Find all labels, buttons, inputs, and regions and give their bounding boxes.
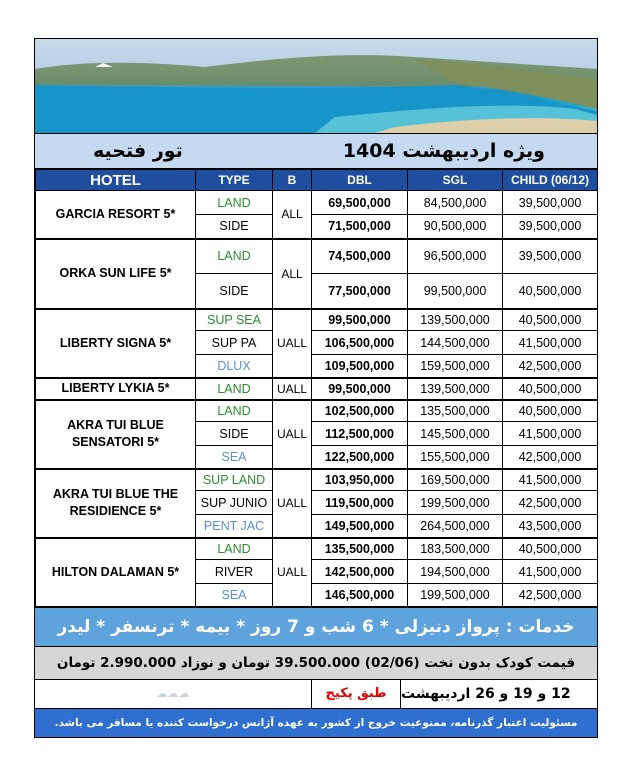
board-type: UALL bbox=[273, 469, 312, 538]
beach-banner-image bbox=[35, 39, 597, 134]
title-bar bbox=[35, 134, 597, 169]
child-price: 39,500,000 bbox=[503, 191, 598, 215]
hotel-name: AKRA TUI BLUE SENSATORI 5* bbox=[36, 400, 196, 469]
child-price: 42,500,000 bbox=[503, 355, 598, 378]
dbl-price: 106,500,000 bbox=[312, 331, 408, 355]
sgl-price: 84,500,000 bbox=[408, 191, 503, 215]
table-row bbox=[36, 239, 598, 274]
room-type: SIDE bbox=[196, 274, 273, 309]
board-type: ALL bbox=[273, 239, 312, 309]
room-type: RIVER bbox=[196, 560, 273, 584]
child-price: 40,500,000 bbox=[503, 274, 598, 309]
footer-row bbox=[35, 680, 597, 709]
room-type: SIDE bbox=[196, 422, 273, 446]
child-price: 42,500,000 bbox=[503, 491, 598, 515]
child-price: 41,500,000 bbox=[503, 469, 598, 491]
child-price: 42,500,000 bbox=[503, 446, 598, 469]
child-price: 39,500,000 bbox=[503, 239, 598, 274]
board-type: UALL bbox=[273, 400, 312, 469]
room-type: SIDE bbox=[196, 215, 273, 239]
sgl-price: 145,500,000 bbox=[408, 422, 503, 446]
dbl-price: 122,500,000 bbox=[312, 446, 408, 469]
hotel-name: LIBERTY LYKIA 5* bbox=[36, 378, 196, 400]
room-type: LAND bbox=[196, 378, 273, 400]
table-row bbox=[36, 469, 598, 491]
sgl-price: 139,500,000 bbox=[408, 378, 503, 400]
child-price: 39,500,000 bbox=[503, 215, 598, 239]
room-type: SEA bbox=[196, 584, 273, 607]
sgl-price: 199,500,000 bbox=[408, 491, 503, 515]
dbl-price: 103,950,000 bbox=[312, 469, 408, 491]
room-type: SEA bbox=[196, 446, 273, 469]
dbl-price: 112,500,000 bbox=[312, 422, 408, 446]
disclaimer-bar: مسئولیت اعتبار گذرنامه، ممنوعیت خروج از کشور به عهده آژانس درخواست کننده یا مسافر می باشد. bbox=[35, 709, 597, 737]
sgl-price: 135,500,000 bbox=[408, 400, 503, 422]
dbl-price: 71,500,000 bbox=[312, 215, 408, 239]
price-sheet bbox=[34, 38, 598, 738]
beach-landscape-illustration bbox=[35, 39, 597, 133]
board-type: ALL bbox=[273, 191, 312, 239]
package-label: طبق پکیج bbox=[312, 680, 401, 708]
sgl-price: 96,500,000 bbox=[408, 239, 503, 274]
price-table-body bbox=[36, 191, 598, 607]
child-price: 40,500,000 bbox=[503, 400, 598, 422]
sgl-price: 183,500,000 bbox=[408, 538, 503, 560]
sgl-price: 199,500,000 bbox=[408, 584, 503, 607]
dbl-price: 77,500,000 bbox=[312, 274, 408, 309]
table-row bbox=[36, 191, 598, 215]
room-type: SUP LAND bbox=[196, 469, 273, 491]
dbl-price: 146,500,000 bbox=[312, 584, 408, 607]
offer-title: ویژه اردیبهشت 1404 bbox=[342, 140, 545, 162]
sgl-price: 159,500,000 bbox=[408, 355, 503, 378]
table-header-row bbox=[36, 170, 598, 191]
sgl-price: 99,500,000 bbox=[408, 274, 503, 309]
header-board: B bbox=[273, 170, 312, 191]
table-row bbox=[36, 378, 598, 400]
sgl-price: 264,500,000 bbox=[408, 515, 503, 538]
hotel-name: GARCIA RESORT 5* bbox=[36, 191, 196, 239]
hotel-name: ORKA SUN LIFE 5* bbox=[36, 239, 196, 309]
room-type: LAND bbox=[196, 239, 273, 274]
hotel-name: HILTON DALAMAN 5* bbox=[36, 538, 196, 607]
child-price: 40,500,000 bbox=[503, 538, 598, 560]
table-row bbox=[36, 538, 598, 560]
child-price: 41,500,000 bbox=[503, 560, 598, 584]
header-sgl: SGL bbox=[408, 170, 503, 191]
table-row bbox=[36, 400, 598, 422]
child-price: 40,500,000 bbox=[503, 309, 598, 331]
hotel-name: LIBERTY SIGNA 5* bbox=[36, 309, 196, 378]
sgl-price: 155,500,000 bbox=[408, 446, 503, 469]
room-type: DLUX bbox=[196, 355, 273, 378]
price-table bbox=[35, 169, 598, 608]
room-type: SUP PA bbox=[196, 331, 273, 355]
sgl-price: 144,500,000 bbox=[408, 331, 503, 355]
dbl-price: 109,500,000 bbox=[312, 355, 408, 378]
room-type: LAND bbox=[196, 538, 273, 560]
child-price: 43,500,000 bbox=[503, 515, 598, 538]
board-type: UALL bbox=[273, 538, 312, 607]
dbl-price: 69,500,000 bbox=[312, 191, 408, 215]
dbl-price: 135,500,000 bbox=[312, 538, 408, 560]
sgl-price: 90,500,000 bbox=[408, 215, 503, 239]
header-child: CHILD (06/12) bbox=[503, 170, 598, 191]
child-price: 41,500,000 bbox=[503, 422, 598, 446]
board-type: UALL bbox=[273, 309, 312, 378]
dbl-price: 99,500,000 bbox=[312, 309, 408, 331]
header-type: TYPE bbox=[196, 170, 273, 191]
departure-dates: 12 و 19 و 26 اردیبهشت bbox=[401, 685, 571, 702]
table-row bbox=[36, 309, 598, 331]
child-price: 42,500,000 bbox=[503, 584, 598, 607]
dbl-price: 142,500,000 bbox=[312, 560, 408, 584]
room-type: SUP JUNIO bbox=[196, 491, 273, 515]
dbl-price: 102,500,000 bbox=[312, 400, 408, 422]
child-price: 41,500,000 bbox=[503, 331, 598, 355]
header-dbl: DBL bbox=[312, 170, 408, 191]
dbl-price: 119,500,000 bbox=[312, 491, 408, 515]
agency-logo-watermark: ☁☁☁ bbox=[35, 680, 312, 708]
dbl-price: 149,500,000 bbox=[312, 515, 408, 538]
sgl-price: 194,500,000 bbox=[408, 560, 503, 584]
sgl-price: 139,500,000 bbox=[408, 309, 503, 331]
room-type: SUP SEA bbox=[196, 309, 273, 331]
hotel-name: AKRA TUI BLUE THE RESIDIENCE 5* bbox=[36, 469, 196, 538]
room-type: LAND bbox=[196, 400, 273, 422]
dbl-price: 74,500,000 bbox=[312, 239, 408, 274]
tour-name: تور فتحیه bbox=[93, 140, 183, 162]
child-price: 40,500,000 bbox=[503, 378, 598, 400]
sgl-price: 169,500,000 bbox=[408, 469, 503, 491]
room-type: LAND bbox=[196, 191, 273, 215]
services-bar: خدمات : پرواز دنیزلی * 6 شب و 7 روز * بیمه * ترنسفر * لیدر bbox=[35, 608, 597, 647]
dbl-price: 99,500,000 bbox=[312, 378, 408, 400]
child-price-note: قیمت کودک بدون تخت (02/06) 39.500.000 تومان و نوزاد 2.990.000 تومان bbox=[35, 647, 597, 680]
header-hotel: HOTEL bbox=[36, 170, 196, 191]
board-type: UALL bbox=[273, 378, 312, 400]
room-type: PENT JAC bbox=[196, 515, 273, 538]
